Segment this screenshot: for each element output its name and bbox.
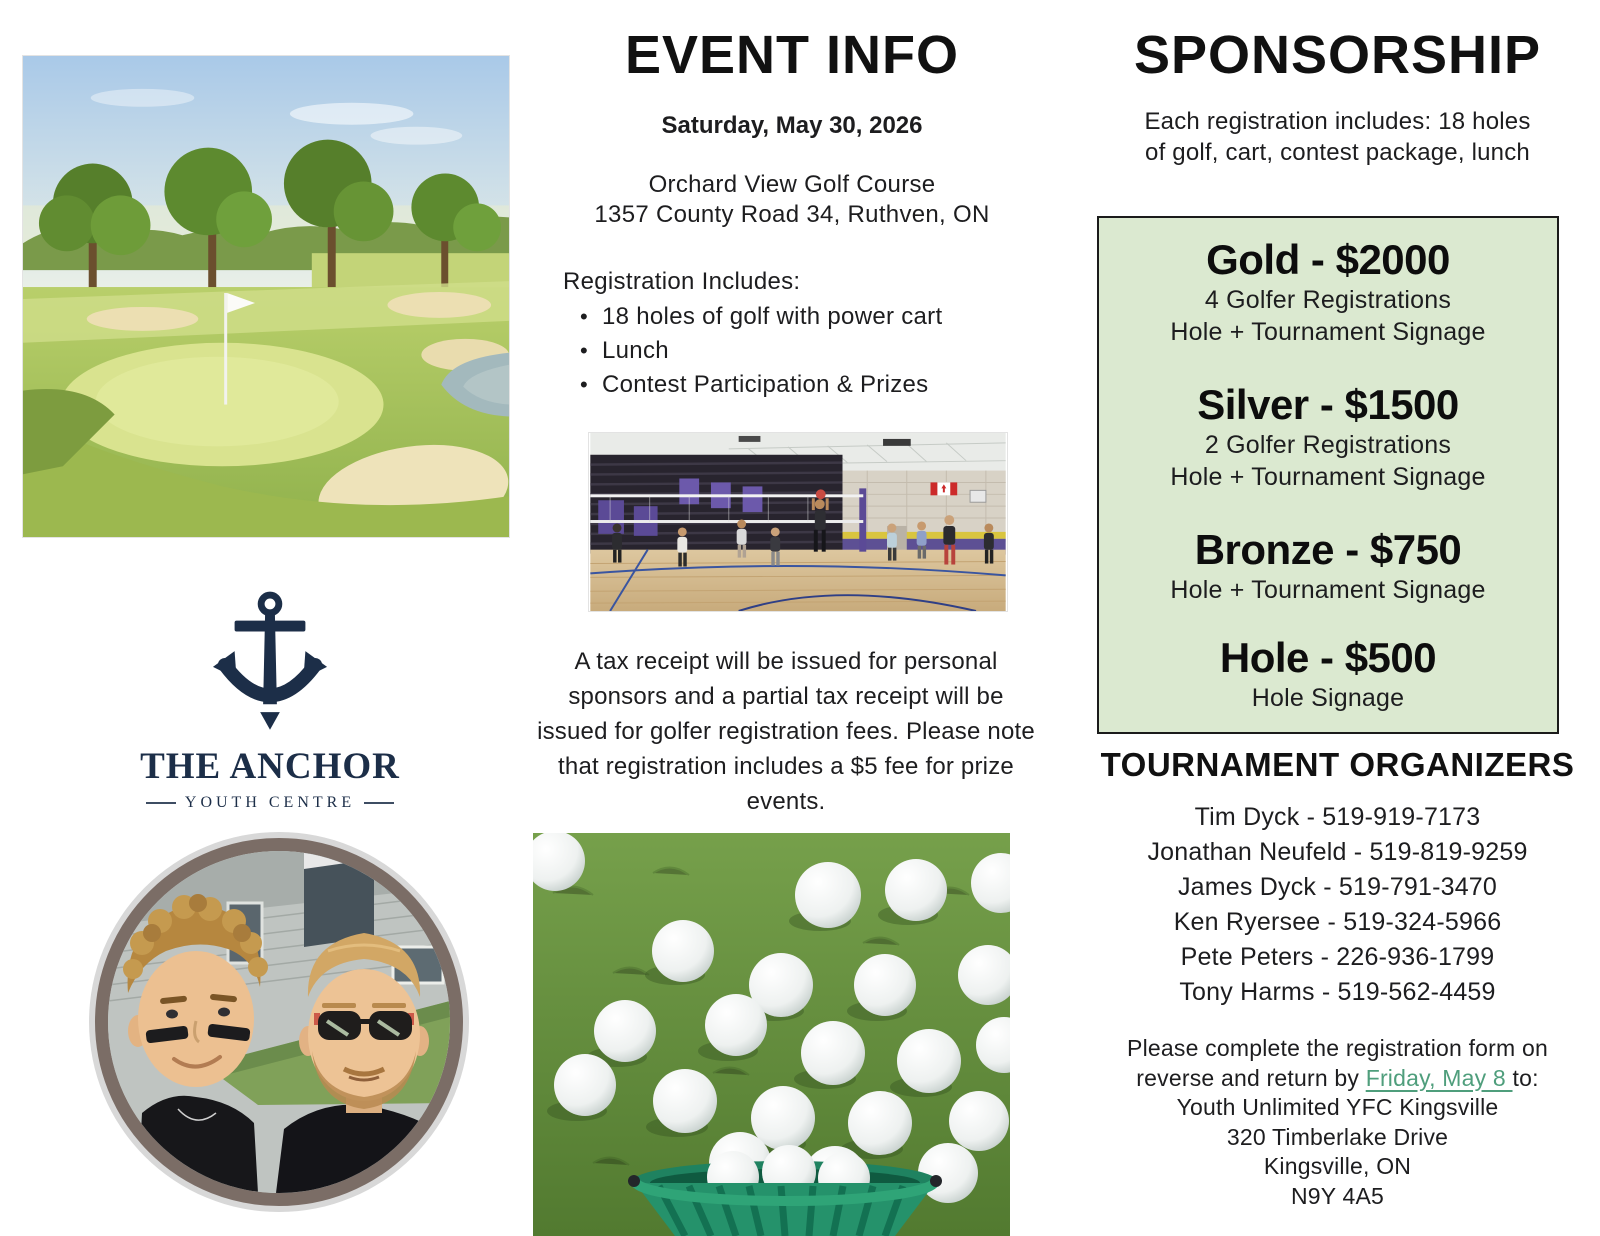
golf-balls-photo [533, 833, 1010, 1236]
venue-name: Orchard View Golf Course [648, 171, 936, 198]
tier-benefit: 2 Golfer Registrations [1204, 431, 1452, 459]
organizers-title: TOURNAMENT ORGANIZERS [1100, 746, 1575, 783]
tier-benefit: Hole + Tournament Signage [1170, 576, 1486, 604]
logo-dash-right-icon [364, 802, 394, 804]
golf-course-illustration [23, 56, 509, 537]
tier-benefit: Hole + Tournament Signage [1170, 318, 1486, 346]
return-address-line: Youth Unlimited YFC Kingsville [1176, 1094, 1499, 1120]
return-address-line: 320 Timberlake Drive [1226, 1123, 1449, 1150]
golf-balls-illustration [533, 833, 1010, 1236]
gym-illustration [589, 433, 1007, 611]
footer-line-prefix: reverse and return by [1136, 1064, 1366, 1091]
tier-hole [1099, 634, 1557, 714]
venue-block [527, 170, 1057, 230]
event-date: Saturday, May 30, 2026 [661, 112, 923, 139]
organizer-line: Pete Peters - 226-936-1799 [1180, 943, 1495, 971]
sponsorship-intro-line: Each registration includes: 18 holes [1144, 108, 1531, 135]
logo-dash-left-icon [146, 802, 176, 804]
logo-title: THE ANCHOR [140, 746, 400, 787]
tier-benefit: Hole Signage [1251, 684, 1405, 712]
registration-return-info [1080, 1034, 1595, 1211]
tier-benefit: 4 Golfer Registrations [1204, 286, 1452, 314]
selfie-illustration [108, 851, 450, 1193]
registration-list [578, 300, 1018, 402]
sponsorship-intro [1085, 106, 1590, 168]
registration-item: • 18 holes of golf with power cart [578, 300, 1018, 334]
organizer-line: Tim Dyck - 519-919-7173 [1194, 803, 1481, 831]
tier-label: Bronze - $750 [1194, 526, 1462, 573]
registration-item: • Contest Participation & Prizes [578, 368, 1018, 402]
organizer-line: Ken Ryersee - 519-324-5966 [1173, 908, 1502, 936]
tier-gold [1099, 236, 1557, 348]
footer-line [1080, 1064, 1595, 1094]
logo-subtitle: YOUTH CENTRE [184, 794, 356, 811]
footer-line: Please complete the registration form on [1127, 1035, 1548, 1061]
gym-volleyball-photo [588, 432, 1008, 612]
tier-label: Gold - $2000 [1206, 236, 1450, 283]
tier-label: Hole - $500 [1219, 634, 1437, 681]
anchor-icon [211, 588, 329, 730]
organizer-line: Tony Harms - 519-562-4459 [1179, 978, 1496, 1006]
footer-line-suffix: to: [1512, 1064, 1539, 1091]
tier-label: Silver - $1500 [1197, 381, 1459, 428]
sponsorship-title: SPONSORSHIP [1133, 25, 1542, 85]
logo-subtitle-row [115, 794, 425, 812]
tier-bronze [1099, 526, 1557, 606]
return-address-line: Kingsville, ON [1263, 1153, 1412, 1179]
organizers-list [1085, 800, 1590, 1010]
event-info-title: EVENT INFO [624, 25, 960, 85]
leaders-selfie-photo [95, 838, 463, 1206]
sponsorship-tier-box [1097, 216, 1559, 734]
sponsorship-intro-line: of golf, cart, contest package, lunch [1145, 139, 1530, 166]
organizer-line: Jonathan Neufeld - 519-819-9259 [1147, 838, 1528, 866]
return-address-line: N9Y 4A5 [1290, 1182, 1385, 1209]
registration-item: • Lunch [578, 334, 1018, 368]
anchor-logo [115, 588, 425, 812]
deadline-link[interactable]: Friday, May 8 [1365, 1064, 1513, 1091]
registration-heading: Registration Includes: [563, 268, 801, 295]
venue-address: 1357 County Road 34, Ruthven, ON [594, 201, 990, 228]
golf-course-photo [22, 55, 510, 538]
tier-benefit: Hole + Tournament Signage [1170, 463, 1486, 491]
organizer-line: James Dyck - 519-791-3470 [1177, 873, 1498, 901]
tax-note: A tax receipt will be issued for personal sponsors and a partial tax receipt will be issued for golfer registration fees. Please note that registration includes a $5 fee for prize events. [537, 648, 1035, 815]
tier-silver [1099, 381, 1557, 493]
